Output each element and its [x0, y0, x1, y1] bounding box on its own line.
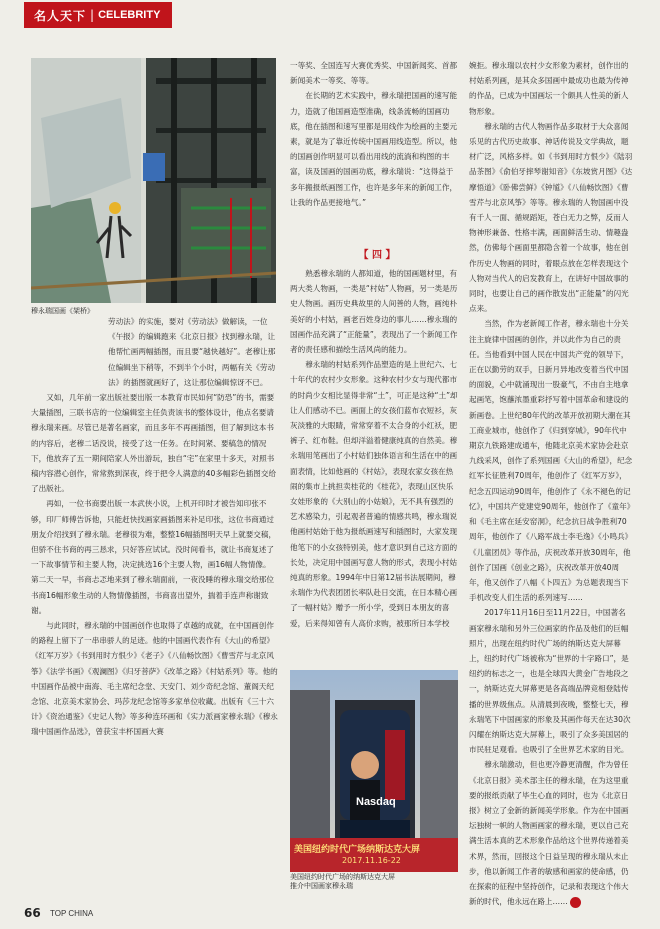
end-of-article-icon: [570, 897, 581, 908]
painting-image: [31, 58, 276, 303]
section-number-four: 【 四 】: [358, 250, 396, 261]
section-header-tab: [24, 2, 172, 28]
section-title-en: CELEBRITY: [98, 9, 161, 21]
magazine-brand: TOP CHINA: [50, 909, 94, 918]
photo-caption: [290, 873, 460, 891]
section-title-separator: |: [90, 8, 95, 22]
nasdaq-logo-text: Nasdaq: [356, 796, 396, 808]
times-square-photo: [290, 670, 458, 872]
column-3-paragraph-text: 穆永瑞激动，但也更冷静更清醒，作为曾任《北京日报》美术部主任的穆永瑞，在为这里重要的报纸贡献了毕生心血的同时，也为《北京日报》树立了金新的新闻美学形象。作为在中国画坛独树一帜的人物画画家的穆永瑞，更以自己充满生活本真的艺术形象作品给这个世界传递着美术界，然而，回报这个日益呈现的穆永瑞从未止步，他以新闻工作者的敏感和画家的使命感，仍在探索的征程中坚持创作，记录和表现这个伟大新的时代，他永远在路上……: [469, 760, 629, 907]
column-3-paragraph: 当然，作为老新闻工作者，穆永瑞也十分关注主旋律中国画的创作，并以此作为自己的责任。当他看到中国人民在中国共产党的领导下，正在以勤劳的双手，日新月异地改变着当代中国的面貌，心中就涌现出一股豪气，不由自主地拿起画笔，饱蘸浓墨重彩抒写着中国革命和建设的新画卷。上世纪80年代的改革开放初期大潮在其工商业城市，他创作了《归到穿城》，90年代中期京九铁路建成通车，他随北京美术家协会赴京九线采风，创作了系列国画《大山的希望》，纪念红军长征胜利70周年，他创作了《红军万岁》，纪念五四运动90周年，他创作了《永不褪色的记忆》，中国共产党建党90周年，他创作了《童年》和《毛主席在延安窑洞》，纪念抗日战争胜利70周年，他创作了《八路军战士李毛逸》《小鸣兵》《儿童团员》等作品，庆祝改革开放30周年，他创作了国画《创业之路》，庆祝改革开放40周年，他又创作了八幅《卜四五》为总题表现当下手机改变人们生活的系列速写……: [469, 319, 633, 603]
column-2-paragraph: 一等奖、全国连写大赛优秀奖、中国新闻奖、首都新闻美术一等奖、等等。: [290, 61, 458, 86]
column-2-bottom: [290, 266, 458, 631]
column-3-paragraph: [469, 757, 633, 909]
painting-illustration: [31, 58, 276, 303]
page-number: 66: [24, 906, 41, 920]
column-2-top: [290, 58, 458, 210]
column-2-paragraph: 熟悉穆永瑞的人都知道，他的国画题材里，有两大类人物画，一类是“村姑”人物画，另一类是历史人物画。画历史典故里的人间善的人物，画纯朴美好的小村姑，画老百姓身边的事儿……穆永瑞的国画作品充满了“正能量”，表现出了一个新闻工作者的责任感和描绘生活风尚的能力。: [290, 269, 458, 355]
column-3-paragraph: 穆永瑞的古代人物画作品多取材于大众喜闻乐见的古代历史故事、神话传说及文学典故，题材广泛，风格多样。如《书到用时方恨少》《陆羽品茶图》《俞伯牙摔琴谢知音》《东坡赏月图》《达摩悟道》《卧佛尝鲜》《钟馗》《八仙畅饮图》《曹雪芹与北京风筝》等等。穆永瑞的人物国画中没有千人一面、循规蹈矩，苍白无力之弊，反而人物神形兼备、性格丰满，画面鲜活生动、情趣盎然，仿佛每个画面里都隐含着一个故事，他在创作历史人物画的同时，着眼点放在怎样表现这个人物对当代人的启发教育上，在讲好中国故事的同时，也要让自己的画作散发出“正能量”的闪光点来。: [469, 121, 633, 314]
column-1: [31, 314, 278, 740]
section-title-cn: 名人天下: [34, 8, 87, 23]
column-2-paragraph: 穆永瑞的村姑系列作品塑造的是上世纪六、七十年代的农村少女形象。这种农村少女与现代都市的时尚少女相比显得非常“土”，可正是这种“土”却让人们感动不已。画面上的女孩们蓝布衣短衫，灰灰淡雅的大眼睛，常常穿着不太合身的小红袄，肥裤子、红布鞋。但却洋溢着健康纯真的自然美。穆永瑞用笔画出了小村姑们独体语言和生活在中的画面表情，比如他画的《村姑》，表现农家女孩在热闹的集市上挑担卖桂花的《桂花》，表现山区快乐女娃形象的《大别山的小姑娘》，无不具有强烈的艺术感染力，引起观者普遍的情感共鸣，穆永瑞说他画村姑始于他为报纸画速写和插图时，大家发现他笔下的小女孩特别美，他才意识到自己这方面的长处，决定用中国画写意人物的形式，表现小村姑纯真的形象。1994年中日第12届书法展期间，穆永瑞作为代表团团长率队赴日交流，在日本精心画了一幅村姑》赠予一所小学，受到日本朋友的喜爱，后来得知曾有人高价求购，被那所日本学校: [290, 360, 458, 628]
column-3-paragraph: 2017年11月16日至11月22日，中国著名画家穆永瑞和另外三位画家的作品及他们的巨幅照片，出现在纽约时代广场的纳斯达克大屏幕上，纽约时代广场被称为“世界的十字路口”，是纽约的标志之一，也是全球四大黄金广告地段之一，纳斯达克大屏幕更是各高端品牌竞相登陆传播的世界级焦点。从清晨到夜晚，整整七天，穆永瑞笔下中国画家的形象及其画作每天在达30次闪耀在纳斯达克大屏幕上，吸引了众多美国居的市民驻足观看。也吸引了全世界艺术家的目光。: [469, 608, 631, 755]
column-1-paragraph: 又如，几年前一家出版社要出版一本教育市民如何“防恐”的书，需要大量插图，三联书店的一位编辑室主任负责该书的整体设计，他点名要请穆永瑞来画。尽管已是著名画家，而且多年不再画插图，但了解到这本书的内容后，老穆二话没说，接受了这一任务。在时间紧、要稿急的情况下，他放弃了五一期间陪家人外出游玩，独自“宅”在家里十多天，对照书稿内容潜心创作，常常熬到深夜，终于把令人满意的40多幅彩色插图交给了出版社。: [31, 393, 277, 494]
photo-sign-text: 美国纽约时代广场纳斯达克大屏: [294, 845, 421, 855]
photo-caption-line-1: 美国纽约时代广场的纳斯达克大屏: [290, 873, 395, 881]
column-1-paragraph: 与此同时，穆永瑞的中国画创作也取得了卓越的成就，在中国画创作的路程上留下了一串串骄人的足迹。他的中国画代表作有《大山的希望》《红军万岁》《书到用时方恨少》《老子》《八仙畅饮图》《曹雪芹与北京风筝》《法学书画》《观澜图》《归牙菩萨》《改革之路》《村姑系列》等。他的中国画作品被中南海、毛主席纪念堂、天安门、刘少奇纪念馆、董阁天纪念馆、北京美术家协会、玛莎龙纪念馆等多家单位收藏。出版有《三十六计》《资治通鉴》《史记人物》等多种连环画和《实力派画家穆永瑞》《穆永瑞中国画作品选》，曾获宝丰杯国画大赛: [31, 621, 278, 737]
painting-caption: 穆永瑞国画《架桥》: [31, 307, 94, 315]
column-1-paragraph: 劳动法》的实施，要对《劳动法》做解读，一位《午报》的编辑跑来《北京日报》找到穆永瑞，让他帮忙画两幅插图，而且要“越快越好”。老穆让那位编辑坐下稍等，不到半个小时，两幅有关《劳动法》的插图就画好了，这让那位编辑惊讶不已。: [108, 317, 276, 387]
photo-caption-line-2: 推介中国画家穆永瑞: [290, 882, 353, 890]
photo-sign-date: 2017.11.16-22: [342, 856, 401, 865]
column-2-paragraph: 在长期的艺术实践中，穆永瑞把国画的速写能力，造就了他国画造型准确，线条流畅的国画功底，他在插图和速写里都是用线作为绘画的主要元素，就是为了靠近传统中国画用线造型。所以，他的国画创作明显可以看出用线的流淌和构图的丰富，读及国画的国画功底，穆永瑞说：“这得益于多年搬报纸画图工作，也许是多年来的新闻工作，让我的作品更接地气。”: [290, 91, 458, 207]
column-3-paragraph: 婉拒。穆永瑞以农村少女形象为素材，创作出的村姑系列画，是其众多国画中最成功也最为传神的作品，已成为中国画坛一个颇具人性美的新人物形象。: [469, 61, 629, 116]
column-3: [469, 58, 633, 909]
column-1-paragraph: 再如，一位书商要出版一本武侠小说，上机开印时才被告知印张不够，印厂师傅告诉他，只能赶快找画家画插图来补足印张，这位书商通过朋友介绍找到了穆永瑞。老穆很为难，整整16幅插图明天早上就要交稿，但骄不住书商的再三恳求，只好答应试试。没时间看书，就让书商复述了一下故事情节和主要人物，决定挑选16个主要人物，画16幅人物情像。第二天一早，书商忐忑地来到了穆永瑞面前，一夜没睡的穆永瑞交给那位书商16幅形象生动的人物情像插图，书商喜出望外，揣着手连声称谢致谢。: [31, 499, 277, 615]
